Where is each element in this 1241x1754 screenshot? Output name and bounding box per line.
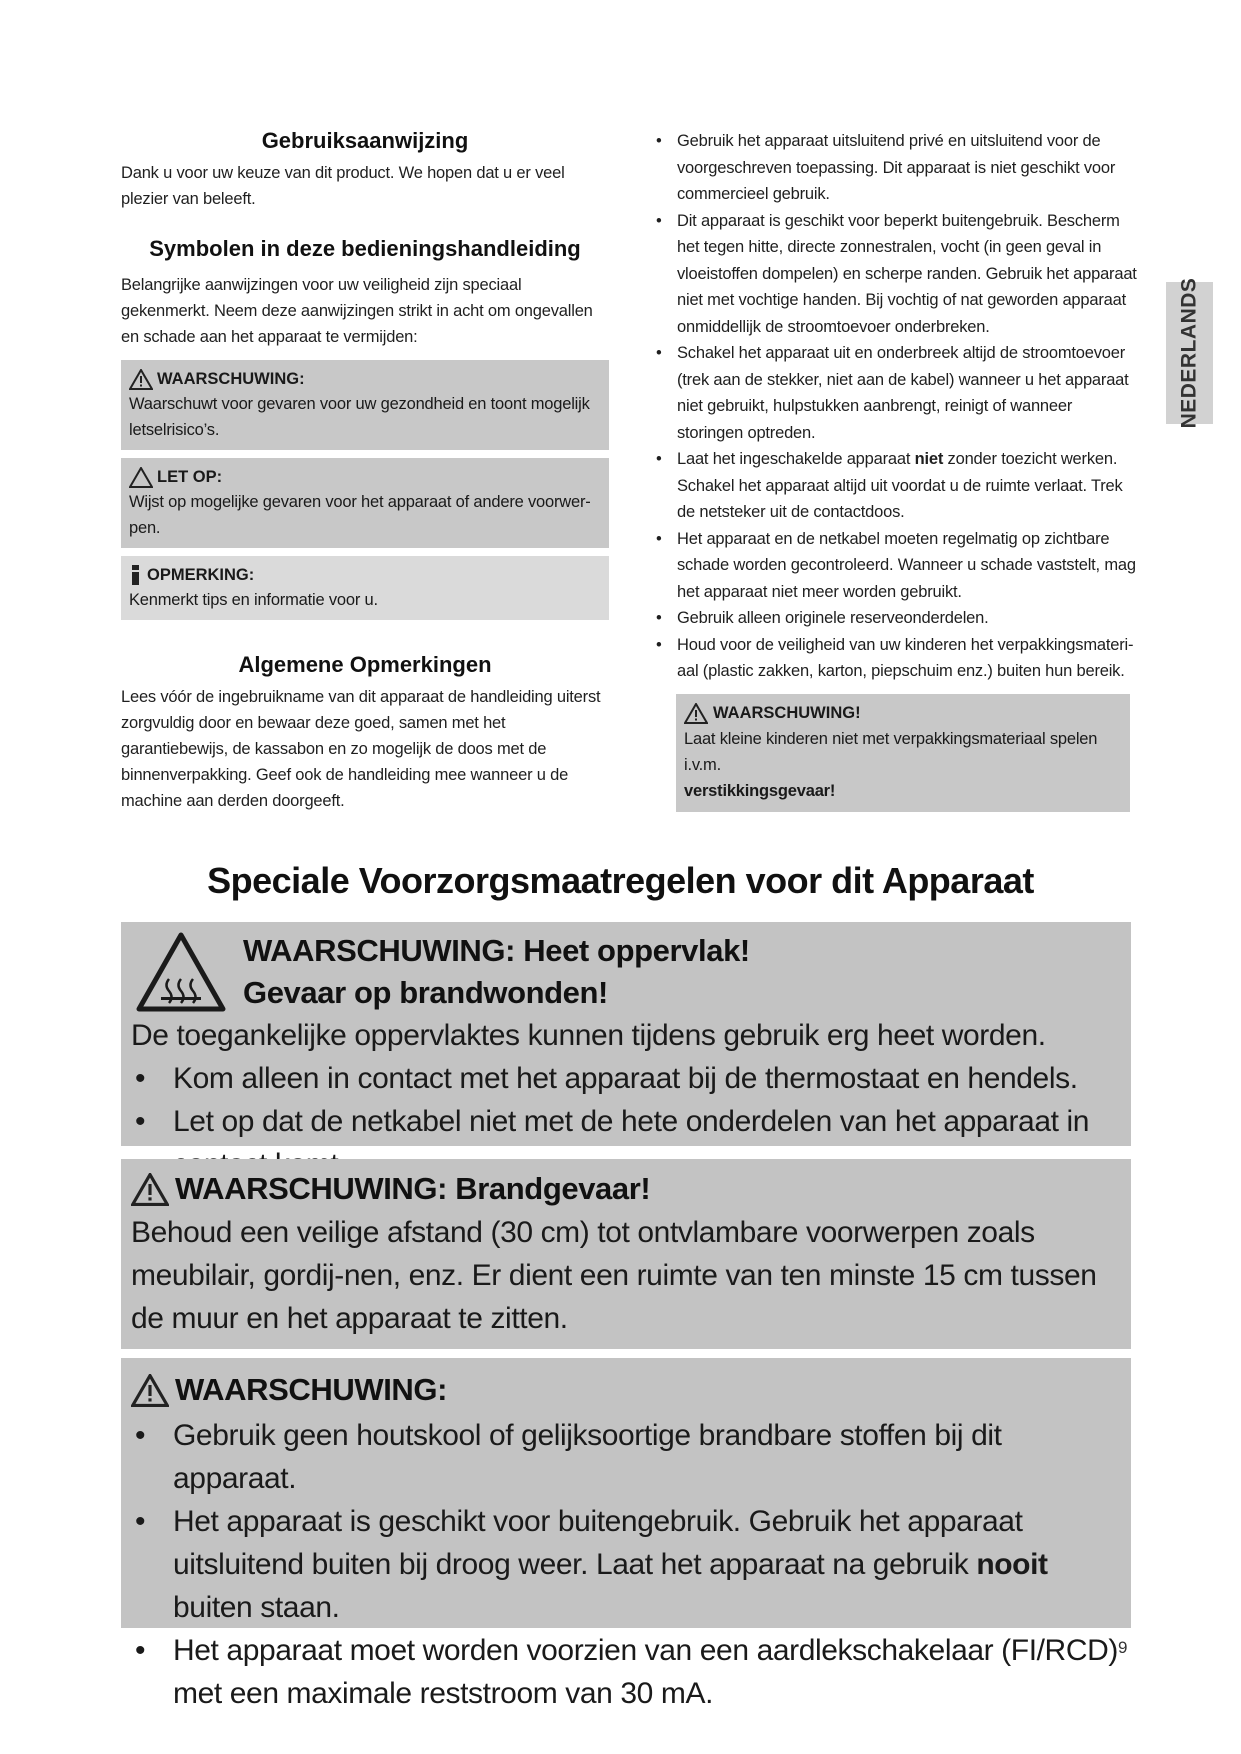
safety-list bbox=[642, 128, 1142, 685]
packaging-warning-bold: verstikkingsgevaar! bbox=[684, 782, 836, 800]
list-item: • Houd voor de veiligheid van uw kinderen het verpakkingsmateri-aal (plastic zakken, karton, piepschuim enz.) buiten hun bereik. bbox=[656, 635, 1134, 680]
warning-icon bbox=[131, 1374, 169, 1407]
warning-icon bbox=[684, 703, 708, 724]
language-tab bbox=[1166, 277, 1213, 429]
heading-symbols: Symbolen in deze bedieningshandleiding bbox=[149, 236, 581, 261]
notice-warning-title: WAARSCHUWING: bbox=[157, 370, 305, 388]
list-item: • Gebruik geen houtskool of gelijksoortige brandbare stoffen bij dit apparaat. bbox=[135, 1419, 1002, 1495]
intro-paragraph: Dank u voor uw keuze van dit product. We hopen dat u er veel plezier van beleeft. bbox=[121, 164, 565, 208]
special-precautions-heading: Speciale Voorzorgsmaatregelen voor dit Apparaat bbox=[207, 860, 1034, 901]
list-item: • Het apparaat moet worden voorzien van een aardlekschakelaar (FI/RCD) met een maximale reststroom van 30 mA. bbox=[135, 1634, 1118, 1710]
info-icon bbox=[129, 564, 143, 586]
notice-caution-title: LET OP: bbox=[157, 468, 223, 486]
caution-icon bbox=[129, 467, 153, 488]
notice-warning-body: Waarschuwt voor gevaren voor uw gezondheid en toont mogelijk letselrisico’s. bbox=[129, 395, 590, 439]
page-number: 9 bbox=[1118, 1638, 1128, 1657]
fire-hazard-title: WAARSCHUWING: Brandgevaar! bbox=[175, 1171, 651, 1206]
notice-warning bbox=[121, 360, 609, 450]
list-item: • Laat het ingeschakelde apparaat niet zonder toezicht werken. Schakel het apparaat altijd uit voordat u de ruimte verlaat. Trek de netsteker uit de contactdoos. bbox=[656, 450, 1123, 521]
general-paragraph: Lees vóór de ingebruikname van dit apparaat de handleiding uiterst zorgvuldig door en bewaar deze goed, samen met het garantiebewijs, de kassabon en zo mogelijk de doos met de binnenverpakking. Geef ook de handleiding mee wanneer u de machine aan derden doorgeeft. bbox=[121, 688, 601, 810]
burn-hazard-title: Gevaar op brandwonden! bbox=[243, 975, 608, 1010]
hot-surface-icon bbox=[135, 931, 227, 1013]
notice-caution bbox=[121, 458, 609, 548]
hot-surface-text: De toegankelijke oppervlaktes kunnen tijdens gebruik erg heet worden. bbox=[131, 1019, 1046, 1052]
hot-surface-title: WAARSCHUWING: Heet oppervlak! bbox=[243, 933, 750, 968]
list-item: • Let op dat de netkabel niet met de hete onderdelen van het apparaat in bbox=[135, 1105, 1090, 1138]
general-warning-title: WAARSCHUWING: bbox=[175, 1372, 448, 1407]
language-tab-label: NEDERLANDS bbox=[1177, 277, 1201, 429]
symbols-paragraph: Belangrijke aanwijzingen voor uw veiligheid zijn speciaal gekenmerkt. Neem deze aanwijzingen strikt in acht om ongevallen en schade aan het apparaat te vermijden: bbox=[121, 276, 593, 346]
general-warning bbox=[121, 1358, 1131, 1710]
list-item: • Het apparaat en de netkabel moeten regelmatig op zichtbare schade worden gecontroleerd. Wanneer u schade vaststelt, mag het apparaat niet meer worden gebruikt. bbox=[656, 529, 1136, 601]
list-item: • Het apparaat is geschikt voor buitengebruik. Gebruik het apparaat uitsluitend buiten bij droog weer. Laat het apparaat na gebruik nooit buiten staan. bbox=[135, 1505, 1048, 1624]
notice-caution-body: Wijst op mogelijke gevaren voor het apparaat of andere voorwer-pen. bbox=[129, 493, 591, 537]
notice-note-title: OPMERKING: bbox=[147, 566, 255, 584]
warning-icon bbox=[129, 369, 153, 390]
packaging-warning-body: Laat kleine kinderen niet met verpakkingsmateriaal spelen i.v.m. bbox=[684, 730, 1098, 774]
fire-hazard-warning bbox=[121, 1159, 1131, 1349]
heading-general: Algemene Opmerkingen bbox=[238, 652, 492, 677]
list-item: • Gebruik het apparaat uitsluitend privé en uitsluitend voor de voorgeschreven toepassing. Dit apparaat is niet geschikt voor commercieel gebruik. bbox=[656, 132, 1116, 203]
heading-instructions: Gebruiksaanwijzing bbox=[261, 128, 469, 153]
hot-surface-warning bbox=[121, 922, 1131, 1146]
notice-note bbox=[121, 556, 609, 620]
list-item: • Dit apparaat is geschikt voor beperkt buitengebruik. Bescherm het tegen hitte, directe zonnestralen, vocht (in geen geval in vloeistoffen dompelen) en scherpe randen. Gebruik het apparaat niet met vochtige handen. Bij vochtig of nat geworden apparaat onmiddellijk de stroomtoevoer onderbreken. bbox=[656, 211, 1137, 336]
packaging-warning-title: WAARSCHUWING! bbox=[713, 704, 861, 722]
list-item: • Gebruik alleen originele reserveonderdelen. bbox=[656, 609, 989, 627]
list-item: • Kom alleen in contact met het apparaat bij de thermostaat en hendels. bbox=[135, 1062, 1078, 1095]
warning-icon bbox=[131, 1173, 169, 1206]
left-column bbox=[121, 128, 609, 814]
fire-hazard-text: Behoud een veilige afstand (30 cm) tot ontvlambare voorwerpen zoals meubilair, gordij-nen, enz. Er dient een ruimte van ten minste 15 cm tussen de muur en het apparaat te zitten. bbox=[131, 1216, 1097, 1335]
right-column bbox=[642, 128, 1142, 685]
packaging-warning-box bbox=[676, 694, 1130, 812]
list-item: • Schakel het apparaat uit en onderbreek altijd de stroomtoevoer (trek aan de stekker, niet aan de kabel) wanneer u het apparaat niet gebruikt, hulpstukken aanbrengt, reinigt of wanneer storingen optreden. bbox=[656, 344, 1129, 442]
notice-note-body: Kenmerkt tips en informatie voor u. bbox=[129, 591, 378, 609]
